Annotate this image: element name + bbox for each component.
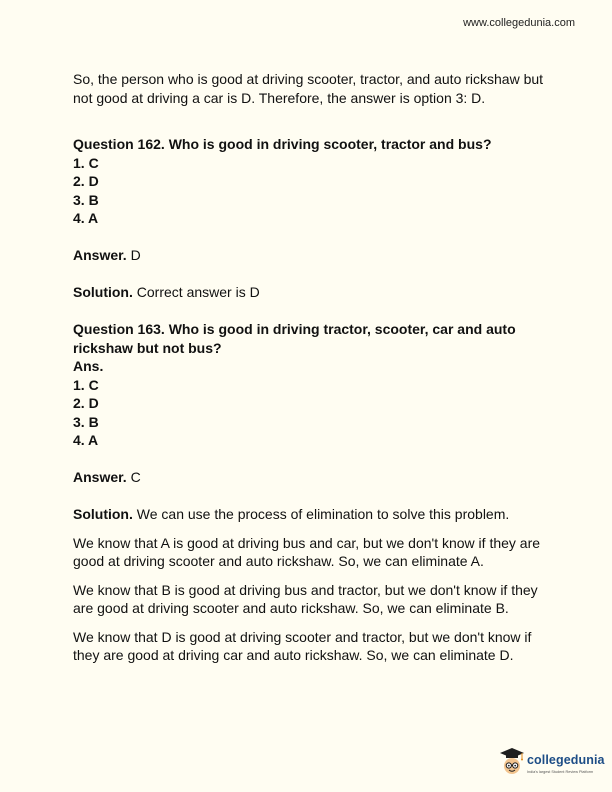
solution-paragraph-d: We know that D is good at driving scooter and tractor, but we don't know if they are good at driving car and auto rickshaw. So, we can eliminate D. — [73, 628, 532, 663]
logo-wordmark: collegedunia — [527, 753, 605, 767]
question-163-answer — [73, 468, 548, 487]
question-162-answer — [73, 246, 548, 265]
solution-paragraph-b: We know that B is good at driving bus and tractor, but we don't know if they are good at driving scooter and auto rickshaw. So, we can eliminate B. — [73, 581, 538, 616]
question-163-title: Question 163. Who is good in driving tractor, scooter, car and auto rickshaw but not bus? — [73, 321, 516, 356]
collegedunia-logo[interactable] — [499, 747, 605, 779]
question-162-option-2: 2. D — [73, 173, 99, 189]
answer-label: Answer. — [73, 247, 127, 263]
question-163-option-4: 4. A — [73, 432, 99, 448]
page-content — [73, 70, 548, 665]
logo-tagline: India's largest Student Review Platform — [527, 770, 594, 774]
solution-label: Solution. — [73, 506, 133, 522]
question-162-solution — [73, 283, 548, 302]
answer-label: Answer. — [73, 469, 127, 485]
question-162-option-3: 3. B — [73, 191, 99, 208]
question-163-option-2: 2. D — [73, 395, 99, 411]
question-162-title: Question 162. Who is good in driving scooter, tractor and bus? — [73, 136, 492, 152]
question-163-option-3: 3. B — [73, 413, 99, 430]
question-163-solution — [73, 505, 548, 524]
graduate-mascot-icon — [499, 747, 525, 777]
header-url[interactable]: www.collegedunia.com — [463, 17, 575, 29]
answer-value: C — [126, 469, 141, 485]
answer-value: D — [126, 247, 141, 263]
solution-paragraph-a: We know that A is good at driving bus and car, but we don't know if they are good at driving scooter and auto rickshaw. So, we can eliminate A. — [73, 534, 541, 569]
solution-text: Correct answer is D — [132, 284, 260, 300]
question-162-option-4: 4. A — [73, 210, 99, 226]
solution-label: Solution. — [73, 284, 133, 300]
question-163-option-1: 1. C — [73, 376, 99, 393]
intro-paragraph: So, the person who is good at driving scooter, tractor, and auto rickshaw but not good at driving a car is D. Therefore, the answer is option 3: D. — [73, 71, 544, 106]
question-163-ans-label: Ans. — [73, 358, 104, 374]
solution-text: We can use the process of elimination to solve this problem. — [132, 506, 510, 522]
question-162-option-1: 1. C — [73, 154, 99, 171]
